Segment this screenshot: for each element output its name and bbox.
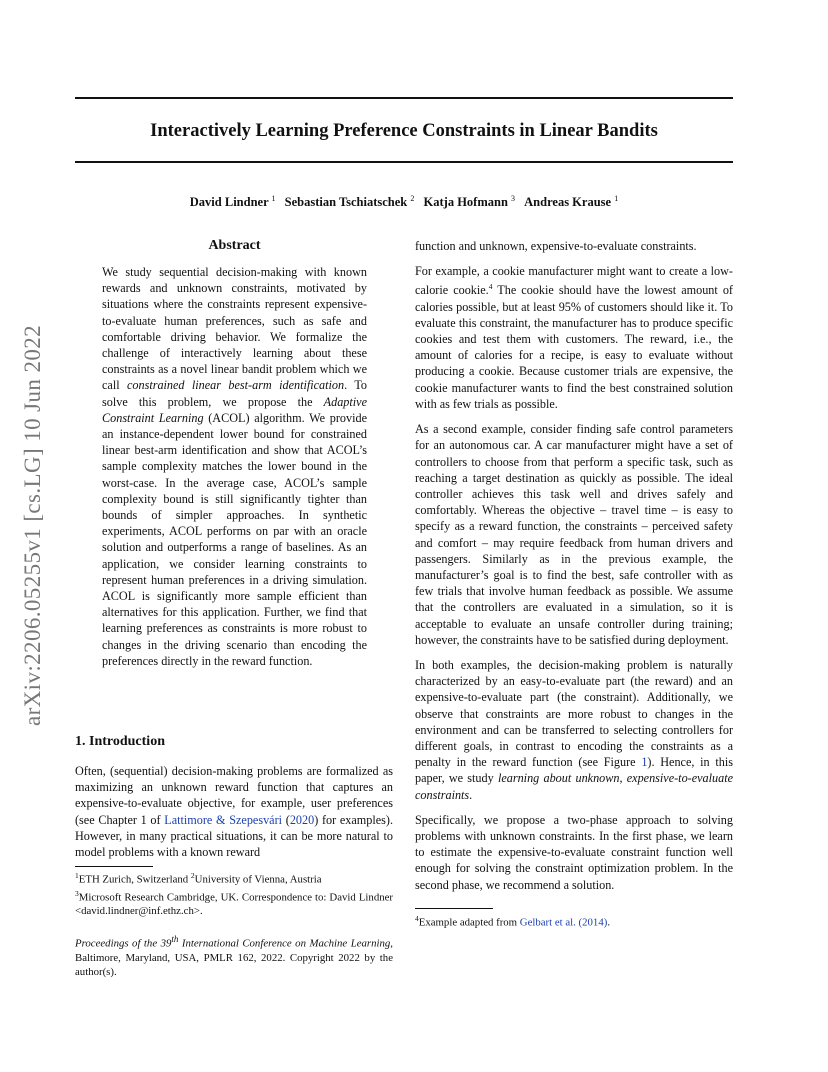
section-heading-introduction: 1. Introduction	[75, 734, 165, 749]
right-column	[415, 238, 733, 902]
citation-link[interactable]: Gelbart et al. (2014)	[519, 916, 608, 929]
citation-link[interactable]: Lattimore & Szepesvári	[164, 812, 283, 827]
proceedings-note: Proceedings of the 39th International Conference on Machine Learning, Baltimore, Maryland, USA, PMLR 162, 2022. Copyright 2022 by the author(s).	[75, 934, 393, 978]
paragraph: For example, a cookie manufacturer might want to create a low-calorie cookie.$^4$ The cookie should have the lowest amount of calories possible, but at least 95% of customers should like it. To evaluate this constraint, the manufacturer has to produce specific cookies and test them with customers. The reward, i.e., the amount of calories for a recipe, is easy to evaluate without producing a cookie. Because customer trials are expensive, the cookie manufacturer wants to find the best constrained solution with as few trials as possible.	[415, 264, 733, 411]
figure-reference-link[interactable]: 1	[641, 755, 648, 770]
footnote-rule	[415, 908, 493, 909]
author: Katja Hofmann $^3$	[423, 194, 516, 210]
footnote-rule	[75, 866, 153, 867]
abstract-body: We study sequential decision-making with known rewards and unknown constraints, motivated by situations where the constraints represent expensive-to-evaluate human preferences, such as safe and comfortable driving behavior. We formalize the challenge of interactively learning about these constraints as a novel linear bandit problem which we call constrained linear best-arm identification. To solve this problem, we propose the Adaptive Constraint Learning (ACOL) algorithm. We provide an instance-dependent lower bound for constrained linear best-arm identification and show that ACOL’s sample complexity matches the lower bound in the worst-case. In the average case, ACOL’s sample complexity bound is still significantly tighter than bounds of simpler approaches. In synthetic experiments, ACOL performs on par with an oracle solution and outperforms a range of baselines. As an application, we consider learning constraints to represent human preferences in a driving simulation. ACOL is significantly more sample efficient than alternatives for this application. Further, we find that learning preferences as constraints is more robust to changes in the driving scenario than encoding the preferences directly in the reward function.	[102, 265, 368, 668]
paper-title: Interactively Learning Preference Constraints in Linear Bandits	[150, 121, 658, 141]
paragraph: As a second example, consider finding safe control parameters for an autonomous car. A car manufacturer might have a set of controllers to choose from that perform a specific task, such as reaching a target destination as quickly as possible. The ideal controller achieves this task well and drives safely and comfortably. Whereas the objective – travel time – is easy to specify as a reward function, the constraints – perceived safety and comfort – may require feedback from human drivers and passengers. Similarly as in the previous example, the manufacturer’s goal is to find the best, safe controller with as few trials that involve human feedback as possible. We assume that the controllers are evaluated in a simulation, so it is acceptable to evaluate an unsafe controller during training; however, the constraints have to be satisfied during deployment.	[415, 422, 733, 647]
author: Sebastian Tschiatschek $^2$	[284, 194, 415, 210]
top-rule	[75, 97, 733, 99]
paragraph: Specifically, we propose a two-phase approach to solving problems with unknown constraints. In the first phase, we learn to estimate the expensive-to-evaluate constraint function well enough for solving the constraint optimization problem. In the second phase, we recommend a solution.	[415, 812, 733, 892]
paragraph: In both examples, the decision-making problem is naturally characterized by an easy-to-evaluate part (the reward) and an expensive-to-evaluate part (the constraint). Additionally, we observe that constraints are more robust to changes in the environment and can be transferred to selecting controllers for different goals, in contrast to encoding the constraints as a penalty in the reward function (see Figure 1). Hence, in this paper, we study learning about unknown, expensive-to-evaluate constraints.	[415, 657, 734, 802]
cookie-footnote: $^4$Example adapted from Gelbart et al. (2014).	[415, 914, 611, 929]
title-rule	[75, 161, 733, 163]
affiliations-footnote: $^1$ETH Zurich, Switzerland $^2$University of Vienna, Austria $^3$Microsoft Research Cambridge, UK. Correspondence to: David Lindner <david.lindner@inf.ethz.ch>.	[75, 871, 393, 918]
author-list	[75, 191, 733, 210]
author: Andreas Krause $^1$	[524, 194, 619, 210]
citation-year-link[interactable]: 2020	[289, 812, 315, 827]
abstract-heading: Abstract	[208, 238, 261, 253]
introduction-paragraph: Often, (sequential) decision-making problems are formalized as maximizing an unknown reward function that captures an expensive-to-evaluate objective, for example, user preferences (see Chapter 1 of Lattimore & Szepesvári (2020) for examples). However, in many practical situations, it can be more natural to model problems with a known reward	[75, 764, 394, 860]
paragraph: function and unknown, expensive-to-evaluate constraints.	[415, 239, 697, 253]
arxiv-identifier: arXiv:2206.05255v1 [cs.LG] 10 Jun 2022	[20, 324, 45, 726]
author: David Lindner $^1$	[189, 194, 276, 210]
